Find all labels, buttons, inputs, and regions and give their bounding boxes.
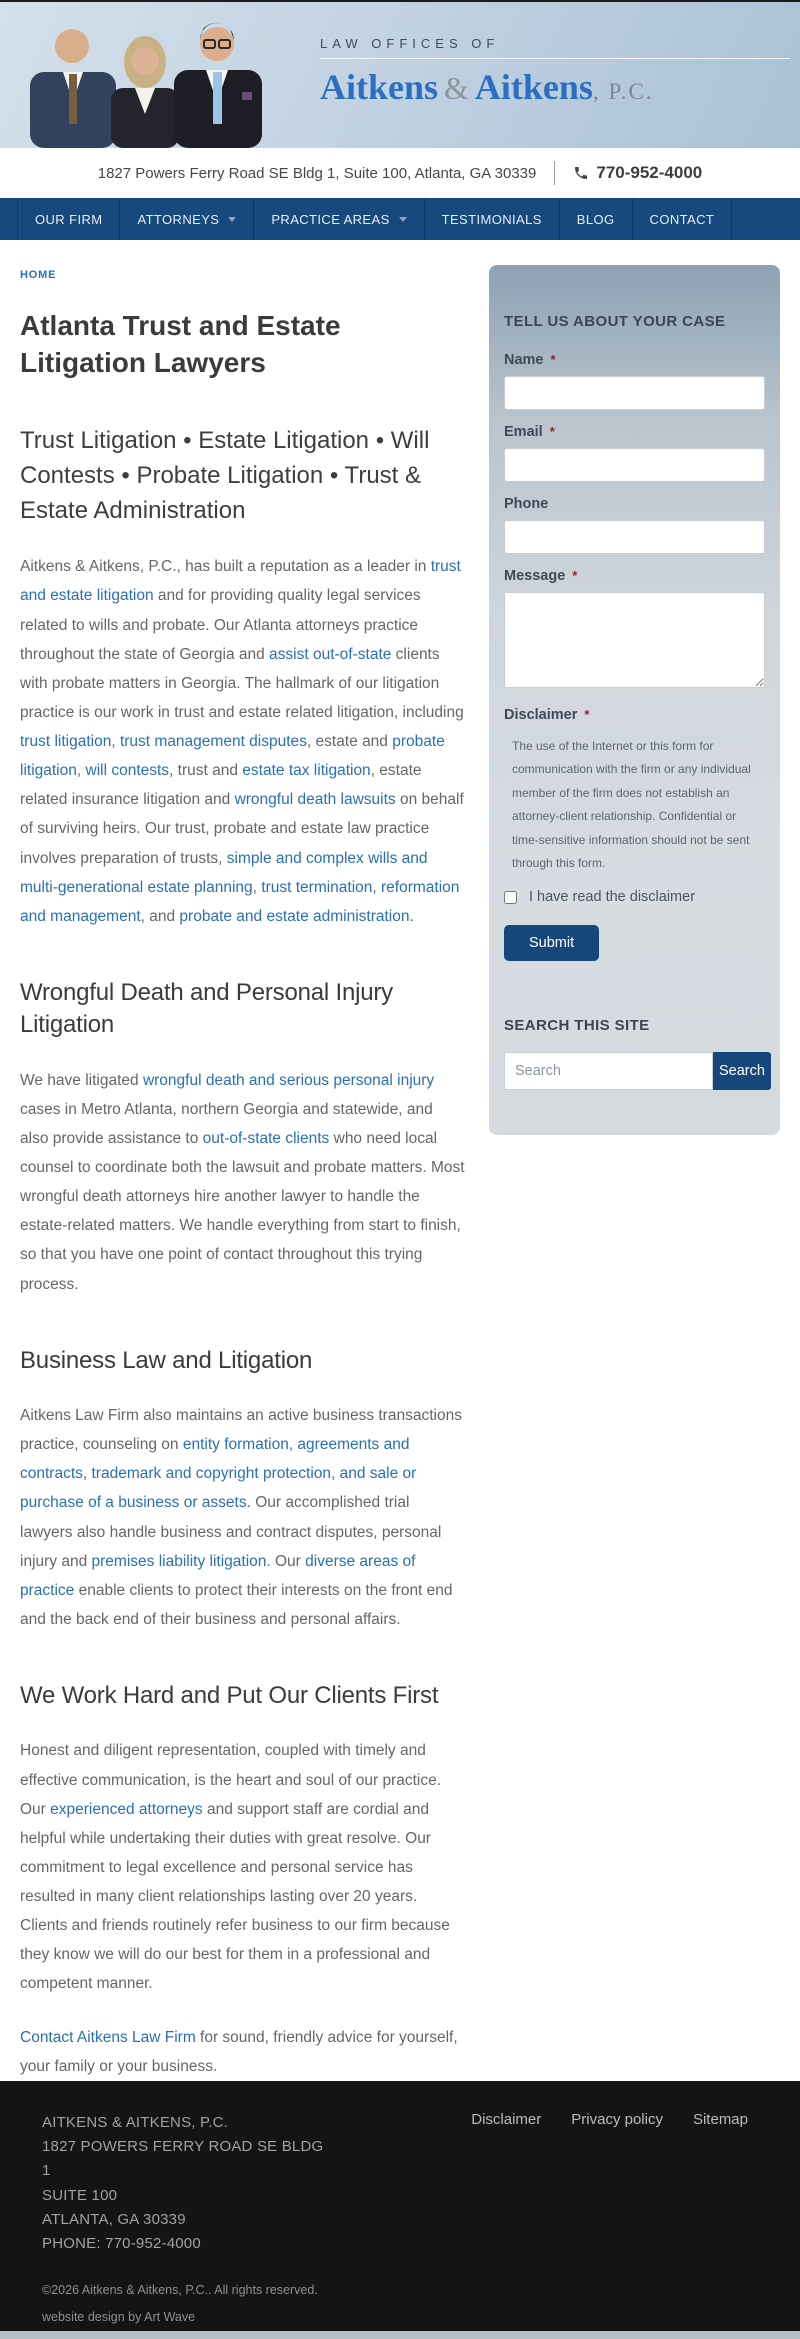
nav-label: OUR FIRM <box>35 211 103 227</box>
name-label <box>504 352 765 368</box>
inline-link[interactable]: assist out-of-state <box>269 645 392 663</box>
required-asterisk: * <box>572 568 578 583</box>
submit-button[interactable]: Submit <box>504 925 599 961</box>
text-segment: cases in Metro Atlanta, northern Georgia and statewide, and also provide assistance to <box>20 1100 433 1147</box>
logo-topline: LAW OFFICES OF <box>320 36 790 59</box>
nav-item-blog[interactable] <box>560 198 633 240</box>
copyright-text: ©2026 Aitkens & Aitkens, P.C.. All rights reserved. <box>42 2282 318 2297</box>
inline-link[interactable]: experienced attorneys <box>50 1800 203 1818</box>
required-asterisk: * <box>550 352 556 367</box>
inline-link[interactable]: wrongful death and serious personal injury <box>142 1071 435 1089</box>
phone-field[interactable] <box>504 520 765 554</box>
label-text: Name <box>504 352 544 368</box>
inline-link[interactable]: trust litigation <box>20 733 112 751</box>
logo-name-1: Aitkens <box>320 67 439 107</box>
content-area <box>0 240 800 2081</box>
site-footer <box>0 2081 800 2331</box>
section-heading-business-law: Business Law and Litigation <box>20 1346 313 1374</box>
disclaimer-checkbox-row <box>504 889 765 905</box>
footer-address-block <box>42 2111 323 2257</box>
main-column <box>20 265 465 2081</box>
inline-link[interactable]: premises liability litigation <box>91 1552 267 1570</box>
case-form-sidebar <box>489 265 780 1135</box>
text-segment: who need local counsel to coordinate both the lawsuit and probate matters. Most wrongful death attorneys hire another lawyer to handle the estate-related matters. We handle everything from start to finish, so that you have one point of contact throughout this trying process. <box>20 1129 465 1293</box>
footer-address-line: ATLANTA, GA 30339 <box>42 2211 186 2229</box>
section-paragraph <box>20 1066 465 1299</box>
search-input[interactable] <box>504 1052 713 1090</box>
text-segment: , <box>76 762 86 780</box>
text-segment: Aitkens & Aitkens, P.C., has built a reputation as a leader in <box>20 558 431 576</box>
phone-icon <box>573 165 589 181</box>
disclaimer-group <box>504 707 765 905</box>
label-text: Disclaimer <box>504 707 578 723</box>
label-text: Phone <box>504 496 549 512</box>
inline-link[interactable]: Contact Aitkens Law Firm <box>20 2028 196 2046</box>
footer-address-line: 1827 POWERS FERRY ROAD SE BLDG <box>42 2138 324 2156</box>
text-segment: clients with probate matters in Georgia. The hallmark of our litigation practice is our work in trust and estate related litigation, including <box>20 645 464 721</box>
intro-paragraph <box>20 552 465 931</box>
required-asterisk: * <box>584 707 590 722</box>
footer-phone-line: PHONE: 770-952-4000 <box>42 2235 201 2253</box>
contact-paragraph <box>20 2023 465 2081</box>
site-header <box>0 2 800 148</box>
message-field[interactable] <box>504 592 765 688</box>
logo-firm-name <box>320 66 790 108</box>
text-segment: and support staff are cordial and helpful while undertaking their duties with great resolve. Our commitment to legal excellence and personal service has resulted in many client relationships lasting over 20 years. Clients and friends routinely refer business to our firm because they know we will do our best for them in a professional and competent manner. <box>20 1800 450 1993</box>
disclaimer-checkbox-label: I have read the disclaimer <box>529 889 696 906</box>
section-heading-clients-first: We Work Hard and Put Our Clients First <box>20 1682 439 1710</box>
email-field[interactable] <box>504 448 765 482</box>
label-text: Email <box>504 424 543 440</box>
footer-top <box>42 2111 758 2257</box>
text-segment: , and <box>140 907 180 925</box>
text-segment: , estate and <box>306 733 393 751</box>
logo-suffix: , P.C. <box>592 79 654 104</box>
nav-item-testimonials[interactable] <box>425 198 560 240</box>
text-segment: . <box>409 907 414 925</box>
inline-link[interactable]: trust management disputes <box>119 733 307 751</box>
search-title: SEARCH THIS SITE <box>504 1017 650 1035</box>
disclaimer-checkbox[interactable] <box>504 891 517 904</box>
phone-number: 770-952-4000 <box>596 163 703 182</box>
chevron-down-icon <box>228 217 236 222</box>
nav-item-contact[interactable] <box>633 198 733 240</box>
vertical-divider <box>554 161 555 185</box>
text-segment: enable clients to protect their interests on the front end and the back end of their business and personal affairs. <box>20 1581 453 1628</box>
page-title: Atlanta Trust and Estate Litigation Lawyers <box>20 310 341 378</box>
inline-link[interactable]: diverse areas of practice <box>20 1552 416 1599</box>
nav-label: BLOG <box>576 211 615 227</box>
text-segment: We have litigated <box>20 1071 143 1089</box>
nav-label: ATTORNEYS <box>137 211 220 227</box>
main-nav <box>0 198 800 240</box>
text-segment: for sound, friendly advice for yourself, your family or your business. <box>20 2028 458 2075</box>
inline-link[interactable]: out-of-state clients <box>202 1129 330 1147</box>
inline-link[interactable]: estate tax litigation <box>242 762 371 780</box>
text-segment: , trust and <box>169 762 243 780</box>
phone-number-link[interactable] <box>573 163 702 183</box>
logo-name-2: Aitkens <box>474 67 593 107</box>
site-search <box>504 1052 765 1090</box>
logo-ampersand: & <box>444 70 469 106</box>
disclaimer-label <box>504 707 765 723</box>
section-paragraph <box>20 1401 465 1634</box>
text-segment: on behalf of surviving heirs. Our trust, probate and estate law practice involves preparation of trusts, <box>20 791 464 867</box>
attorneys-photo <box>8 6 280 148</box>
nav-label: PRACTICE AREAS <box>271 211 390 227</box>
section-heading-wrongful-death: Wrongful Death and Personal Injury Litigation <box>20 978 393 1039</box>
text-segment: , estate related insurance litigation and <box>20 762 422 809</box>
footer-link-disclaimer[interactable]: Disclaimer <box>471 2110 542 2128</box>
text-segment: Honest and diligent representation, coupled with timely and effective communication, is the heart and soul of our practice. Our <box>20 1742 442 1818</box>
phone-label <box>504 496 765 512</box>
intro-heading: Trust Litigation • Estate Litigation • Will Contests • Probate Litigation • Trust & Estate Administration <box>20 426 430 524</box>
phone-field-group <box>504 496 765 554</box>
form-title: TELL US ABOUT YOUR CASE <box>504 313 726 330</box>
inline-link[interactable]: probate litigation <box>20 733 445 780</box>
text-segment: . Our <box>266 1552 306 1570</box>
footer-link-privacy-policy[interactable]: Privacy policy <box>571 2110 663 2128</box>
inline-link[interactable]: entity formation, agreements and contracts, trademark and copyright protection, and sale or purchase of a business or assets <box>20 1436 417 1512</box>
office-address: 1827 Powers Ferry Road SE Bldg 1, Suite 100, Atlanta, GA 30339 <box>97 164 537 182</box>
nav-label: CONTACT <box>649 211 715 227</box>
section-paragraph <box>20 1736 465 1998</box>
chevron-down-icon <box>399 217 407 222</box>
text-segment: Aitkens Law Firm also maintains an active business transactions practice, counseling on <box>20 1407 462 1454</box>
email-field-group <box>504 424 765 482</box>
nav-item-our-firm[interactable] <box>17 198 120 240</box>
name-field-group <box>504 352 765 410</box>
message-label <box>504 568 765 584</box>
inline-link[interactable]: probate and estate administration <box>179 907 410 925</box>
footer-address-line: SUITE 100 <box>42 2186 118 2204</box>
required-asterisk: * <box>549 424 555 439</box>
text-segment: , <box>111 733 120 751</box>
footer-address-line: 1 <box>42 2162 51 2180</box>
breadcrumb[interactable]: HOME <box>20 269 57 281</box>
footer-bottom-strip <box>0 2331 800 2339</box>
search-button[interactable]: Search <box>713 1052 771 1090</box>
label-text: Message <box>504 568 566 584</box>
text-segment: . Our accomplished trial lawyers also handle business and contract disputes, personal injury and <box>20 1494 442 1570</box>
disclaimer-text: The use of the Internet or this form for communication with the firm or any individual member of the firm does not establish an attorney-client relationship. Confidential or time-sensitive information should not be sent through this form. <box>512 739 751 870</box>
text-segment: , <box>252 878 262 896</box>
footer-firm-name: AITKENS & AITKENS, P.C. <box>42 2113 229 2131</box>
nav-item-practice-areas[interactable] <box>254 198 424 240</box>
contact-bar <box>0 148 800 198</box>
inline-link[interactable]: wrongful death lawsuits <box>234 791 396 809</box>
design-credit: website design by Art Wave <box>42 2309 196 2324</box>
inline-link[interactable]: will contests <box>85 762 170 780</box>
inline-link[interactable]: trust termination, reformation and management <box>20 878 460 925</box>
footer-links <box>471 2111 758 2128</box>
inline-link[interactable]: simple and complex wills and multi-generational estate planning <box>20 849 428 896</box>
name-field[interactable] <box>504 376 765 410</box>
email-label <box>504 424 765 440</box>
nav-item-attorneys[interactable] <box>120 198 254 240</box>
inline-link[interactable]: trust and estate litigation <box>20 558 461 605</box>
nav-label: TESTIMONIALS <box>441 211 542 227</box>
message-field-group <box>504 568 765 693</box>
firm-logo[interactable] <box>320 36 790 108</box>
text-segment: and for providing quality legal services related to wills and probate. Our Atlanta attorneys practice throughout the state of Georgia and <box>20 587 421 663</box>
footer-link-sitemap[interactable]: Sitemap <box>692 2110 748 2128</box>
